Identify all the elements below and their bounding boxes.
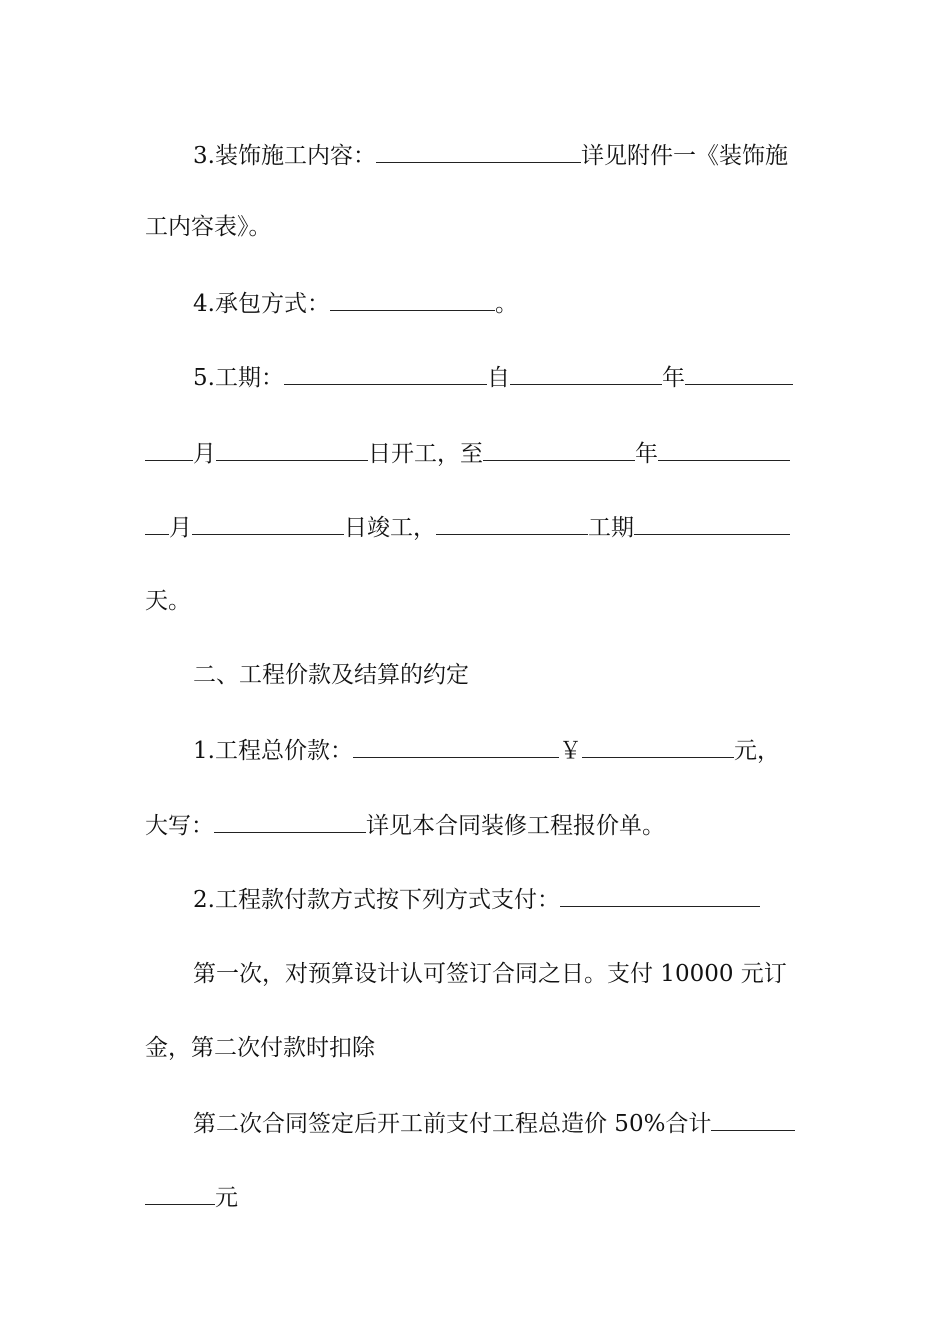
blank-line [582,733,734,758]
item-5-start-date: 月 日开工，至 年 [145,436,807,470]
blank-line [510,360,662,385]
blank-line [483,436,635,461]
blank-line [192,510,344,535]
blank-line [353,733,559,758]
item-5-schedule: 5.工期： 自 年 [145,360,807,394]
payment-second: 第二次合同签定后开工前支付工程总造价 50%合计 [145,1106,807,1140]
blank-line [436,510,588,535]
item-3-continuation: 工内容表》。 [145,214,272,240]
blank-line [634,510,790,535]
price-item-1-in-words: 大写： 详见本合同装修工程报价单。 [145,808,807,842]
blank-line [145,1180,215,1205]
blank-line [284,360,487,385]
blank-line [145,436,193,461]
item-4-contract-method: 4.承包方式： 。 [145,286,807,320]
blank-line [560,882,760,907]
item-5-end-date: 月 日竣工， 工期 [145,510,807,544]
blank-line [214,808,366,833]
blank-line [658,436,790,461]
payment-first-continuation: 金，第二次付款时扣除 [145,1035,375,1061]
blank-line [376,138,581,163]
payment-second-continuation: 元 [145,1180,807,1214]
blank-line [711,1106,795,1131]
blank-line [685,360,793,385]
item-3-decoration-content: 3.装饰施工内容： 详见附件一《装饰施 [145,138,807,172]
blank-line [145,510,169,535]
price-item-2-payment-method: 2.工程款付款方式按下列方式支付： [145,882,807,916]
section-2-heading: 二、工程价款及结算的约定 [193,662,469,688]
price-item-1-total: 1.工程总价款： ￥ 元， [145,733,807,767]
payment-first: 第一次，对预算设计认可签订合同之日。支付 10000 元订 [193,961,787,987]
item-5-days: 天。 [145,588,191,614]
blank-line [330,286,495,311]
blank-line [216,436,368,461]
